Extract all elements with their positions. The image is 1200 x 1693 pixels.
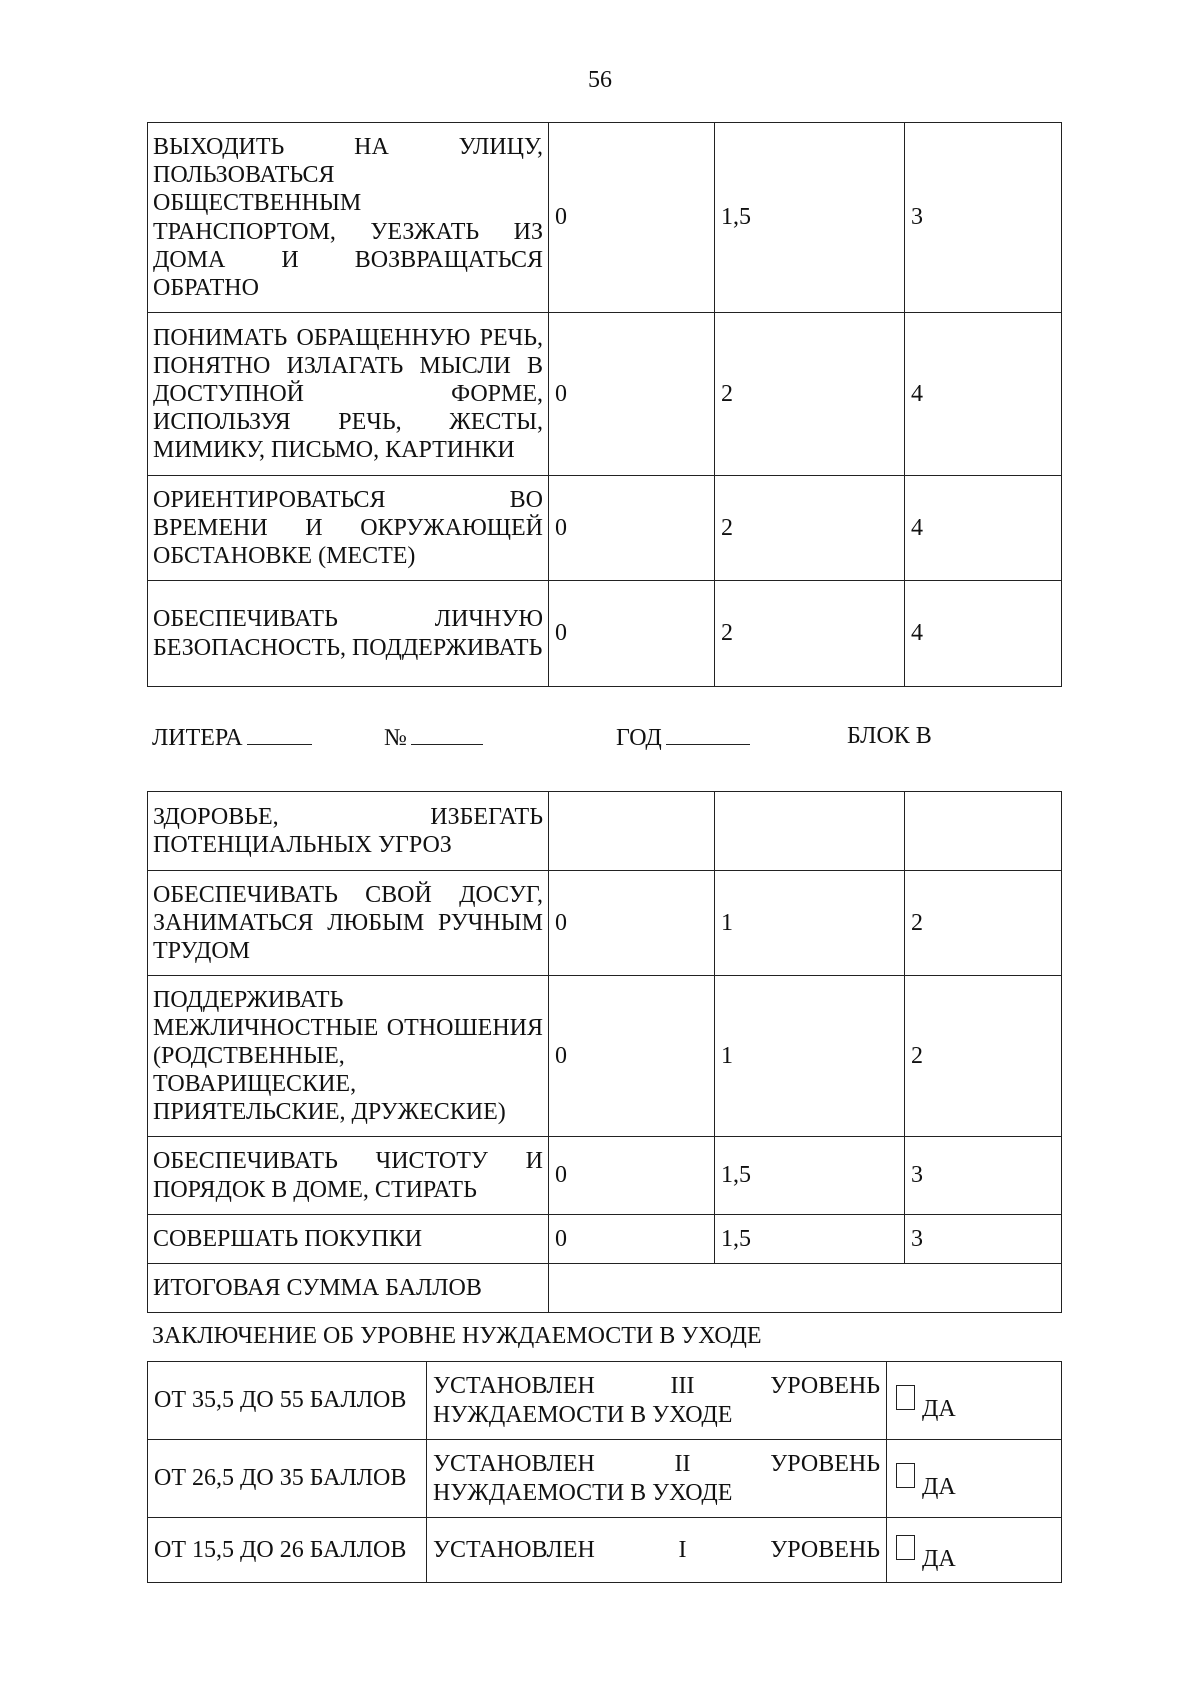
number-field: № (384, 722, 483, 752)
score-partial: 1,5 (715, 123, 905, 313)
activity-label: ЗДОРОВЬЕ, ИЗБЕГАТЬ ПОТЕНЦИАЛЬНЫХ УГРОЗ (148, 792, 549, 871)
score-full: 4 (905, 313, 1062, 476)
score-none: 0 (549, 976, 715, 1137)
assessment-table-block-v (147, 791, 1062, 1313)
score-full: 4 (905, 476, 1062, 581)
year-blank[interactable] (666, 722, 750, 745)
conclusion-table (147, 1361, 1062, 1583)
care-level: УСТАНОВЛЕН I УРОВЕНЬ (427, 1518, 887, 1583)
score-range: ОТ 35,5 ДО 55 БАЛЛОВ (148, 1362, 427, 1440)
score-partial: 2 (715, 313, 905, 476)
table-row (148, 871, 1062, 976)
score-partial (715, 792, 905, 871)
block-label: БЛОК В (847, 723, 932, 749)
yes-option[interactable]: ДА (887, 1518, 1062, 1583)
score-none: 0 (549, 581, 715, 687)
score-none: 0 (549, 313, 715, 476)
yes-option[interactable]: ДА (887, 1440, 1062, 1518)
activity-label: ОБЕСПЕЧИВАТЬ ЛИЧНУЮ БЕЗОПАСНОСТЬ, ПОДДЕРЖИВАТЬ (148, 581, 549, 687)
score-range: ОТ 15,5 ДО 26 БАЛЛОВ (148, 1518, 427, 1583)
score-partial: 1,5 (715, 1137, 905, 1215)
total-label: ИТОГОВАЯ СУММА БАЛЛОВ (148, 1264, 549, 1313)
care-level: УСТАНОВЛЕН III УРОВЕНЬ НУЖДАЕМОСТИ В УХОДЕ (427, 1362, 887, 1440)
activity-label: ОБЕСПЕЧИВАТЬ СВОЙ ДОСУГ, ЗАНИМАТЬСЯ ЛЮБЫМ РУЧНЫМ ТРУДОМ (148, 871, 549, 976)
checkbox-icon[interactable] (896, 1463, 915, 1488)
activity-label: ОРИЕНТИРОВАТЬСЯ ВО ВРЕМЕНИ И ОКРУЖАЮЩЕЙ ОБСТАНОВКЕ (МЕСТЕ) (148, 476, 549, 581)
score-partial: 1 (715, 871, 905, 976)
activity-label: СОВЕРШАТЬ ПОКУПКИ (148, 1215, 549, 1264)
activity-label: ВЫХОДИТЬ НА УЛИЦУ, ПОЛЬЗОВАТЬСЯ ОБЩЕСТВЕННЫМ ТРАНСПОРТОМ, УЕЗЖАТЬ ИЗ ДОМА И ВОЗВРАЩАТЬСЯ ОБРАТНО (148, 123, 549, 313)
score-full: 3 (905, 1215, 1062, 1264)
conclusion-row (148, 1518, 1062, 1583)
score-full: 3 (905, 123, 1062, 313)
conclusion-row (148, 1362, 1062, 1440)
table-row (148, 1137, 1062, 1215)
score-partial: 2 (715, 476, 905, 581)
score-range: ОТ 26,5 ДО 35 БАЛЛОВ (148, 1440, 427, 1518)
total-row (148, 1264, 1062, 1313)
litera-blank[interactable] (247, 722, 312, 745)
score-full: 2 (905, 871, 1062, 976)
table-row (148, 313, 1062, 476)
score-none (549, 792, 715, 871)
care-level: УСТАНОВЛЕН II УРОВЕНЬ НУЖДАЕМОСТИ В УХОДЕ (427, 1440, 887, 1518)
score-partial: 2 (715, 581, 905, 687)
checkbox-icon[interactable] (896, 1385, 915, 1410)
page-number: 56 (588, 67, 612, 93)
table-row (148, 792, 1062, 871)
activity-label: ПОНИМАТЬ ОБРАЩЕННУЮ РЕЧЬ, ПОНЯТНО ИЗЛАГАТЬ МЫСЛИ В ДОСТУПНОЙ ФОРМЕ, ИСПОЛЬЗУЯ РЕЧЬ, ЖЕСТЫ, МИМИКУ, ПИСЬМО, КАРТИНКИ (148, 313, 549, 476)
yes-option[interactable]: ДА (887, 1362, 1062, 1440)
score-partial: 1,5 (715, 1215, 905, 1264)
table-row (148, 976, 1062, 1137)
score-full: 4 (905, 581, 1062, 687)
score-none: 0 (549, 871, 715, 976)
score-none: 0 (549, 1215, 715, 1264)
score-full: 2 (905, 976, 1062, 1137)
score-full (905, 792, 1062, 871)
score-full: 3 (905, 1137, 1062, 1215)
assessment-table-top (147, 122, 1062, 687)
total-value-cell[interactable] (549, 1264, 1062, 1313)
number-blank[interactable] (411, 722, 483, 745)
score-none: 0 (549, 123, 715, 313)
score-none: 0 (549, 476, 715, 581)
table-row (148, 123, 1062, 313)
activity-label: ОБЕСПЕЧИВАТЬ ЧИСТОТУ И ПОРЯДОК В ДОМЕ, СТИРАТЬ (148, 1137, 549, 1215)
score-none: 0 (549, 1137, 715, 1215)
table-row (148, 581, 1062, 687)
table-row (148, 1215, 1062, 1264)
year-field: ГОД (616, 722, 750, 752)
checkbox-icon[interactable] (896, 1535, 915, 1560)
score-partial: 1 (715, 976, 905, 1137)
activity-label: ПОДДЕРЖИВАТЬ МЕЖЛИЧНОСТНЫЕ ОТНОШЕНИЯ (РОДСТВЕННЫЕ, ТОВАРИЩЕСКИЕ, ПРИЯТЕЛЬСКИЕ, ДРУЖЕСКИЕ) (148, 976, 549, 1137)
litera-field: ЛИТЕРА (152, 722, 312, 752)
conclusion-title: ЗАКЛЮЧЕНИЕ ОБ УРОВНЕ НУЖДАЕМОСТИ В УХОДЕ (152, 1323, 762, 1349)
conclusion-row (148, 1440, 1062, 1518)
table-row (148, 476, 1062, 581)
